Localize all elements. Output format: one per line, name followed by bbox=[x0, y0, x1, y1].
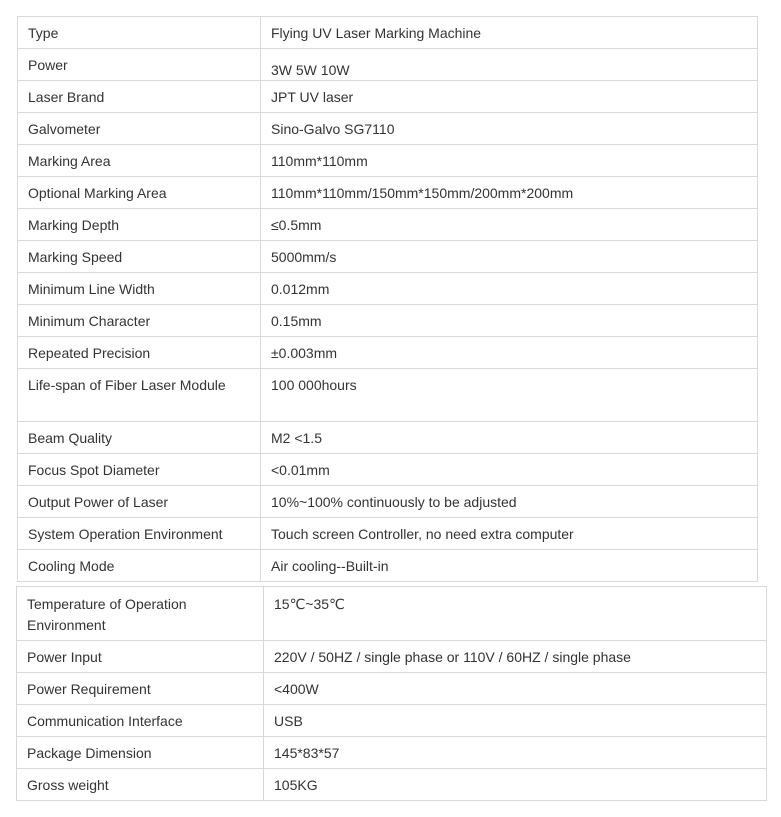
spec-label: Package Dimension bbox=[17, 737, 264, 769]
table-row bbox=[17, 641, 767, 673]
table-row bbox=[18, 422, 758, 454]
spec-table-secondary bbox=[16, 586, 767, 801]
spec-value: Touch screen Controller, no need extra computer bbox=[261, 518, 758, 550]
spec-label: Marking Area bbox=[18, 145, 261, 177]
spec-value: 105KG bbox=[264, 769, 767, 801]
table-row bbox=[18, 241, 758, 273]
table-row bbox=[17, 705, 767, 737]
spec-value: 0.012mm bbox=[261, 273, 758, 305]
table-row bbox=[18, 17, 758, 49]
table-row bbox=[18, 273, 758, 305]
spec-value: 3W 5W 10W bbox=[261, 49, 758, 81]
spec-label: Optional Marking Area bbox=[18, 177, 261, 209]
spec-value: <400W bbox=[264, 673, 767, 705]
table-row bbox=[18, 113, 758, 145]
spec-value: 110mm*110mm bbox=[261, 145, 758, 177]
table-row bbox=[18, 454, 758, 486]
spec-value: JPT UV laser bbox=[261, 81, 758, 113]
table-row bbox=[18, 337, 758, 369]
table-row bbox=[18, 209, 758, 241]
spec-label: Marking Depth bbox=[18, 209, 261, 241]
table-row bbox=[18, 81, 758, 113]
spec-label: Galvometer bbox=[18, 113, 261, 145]
spec-value: <0.01mm bbox=[261, 454, 758, 486]
table-row bbox=[17, 673, 767, 705]
spec-value: 145*83*57 bbox=[264, 737, 767, 769]
spec-value: 10%~100% continuously to be adjusted bbox=[261, 486, 758, 518]
spec-label: Life-span of Fiber Laser Module bbox=[18, 369, 261, 422]
table-row bbox=[17, 587, 767, 641]
spec-value: Flying UV Laser Marking Machine bbox=[261, 17, 758, 49]
spec-value: USB bbox=[264, 705, 767, 737]
spec-label: Repeated Precision bbox=[18, 337, 261, 369]
spec-value: 110mm*110mm/150mm*150mm/200mm*200mm bbox=[261, 177, 758, 209]
spec-label: Minimum Line Width bbox=[18, 273, 261, 305]
spec-label: Laser Brand bbox=[18, 81, 261, 113]
spec-value: Sino-Galvo SG7110 bbox=[261, 113, 758, 145]
spec-label: System Operation Environment bbox=[18, 518, 261, 550]
spec-label: Type bbox=[18, 17, 261, 49]
spec-label: Beam Quality bbox=[18, 422, 261, 454]
table-row bbox=[18, 369, 758, 422]
spec-value: 0.15mm bbox=[261, 305, 758, 337]
spec-label: Gross weight bbox=[17, 769, 264, 801]
spec-value: Air cooling--Built-in bbox=[261, 550, 758, 582]
spec-value: 220V / 50HZ / single phase or 110V / 60HZ / single phase bbox=[264, 641, 767, 673]
spec-label: Temperature of Operation Environment bbox=[17, 587, 264, 641]
spec-value: 100 000hours bbox=[261, 369, 758, 422]
table-row bbox=[18, 305, 758, 337]
table-row bbox=[18, 177, 758, 209]
spec-label: Minimum Character bbox=[18, 305, 261, 337]
spec-label: Communication Interface bbox=[17, 705, 264, 737]
spec-value: 5000mm/s bbox=[261, 241, 758, 273]
spec-value: 15℃~35℃ bbox=[264, 587, 767, 641]
spec-value: ±0.003mm bbox=[261, 337, 758, 369]
spec-label: Power Input bbox=[17, 641, 264, 673]
spec-label: Focus Spot Diameter bbox=[18, 454, 261, 486]
table-row bbox=[18, 518, 758, 550]
table-row bbox=[18, 145, 758, 177]
spec-table-main bbox=[17, 16, 758, 582]
spec-label: Cooling Mode bbox=[18, 550, 261, 582]
spec-value: M2 <1.5 bbox=[261, 422, 758, 454]
table-row bbox=[18, 49, 758, 81]
spec-label: Power Requirement bbox=[17, 673, 264, 705]
table-row bbox=[17, 737, 767, 769]
spec-value: ≤0.5mm bbox=[261, 209, 758, 241]
spec-label: Power bbox=[18, 49, 261, 81]
table-row bbox=[18, 486, 758, 518]
table-row bbox=[17, 769, 767, 801]
table-row bbox=[18, 550, 758, 582]
spec-label: Marking Speed bbox=[18, 241, 261, 273]
spec-label: Output Power of Laser bbox=[18, 486, 261, 518]
